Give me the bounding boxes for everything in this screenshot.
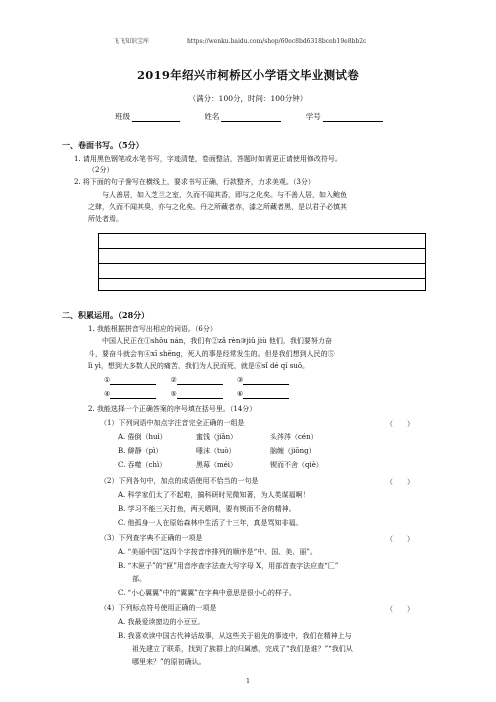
class-field[interactable] bbox=[132, 112, 180, 122]
blank-label: ④ bbox=[104, 390, 111, 398]
answer-blank[interactable] bbox=[243, 376, 289, 385]
handwriting-box[interactable] bbox=[98, 233, 426, 291]
s2-q2: 2. 我能选择一个正确答案的序号填在括号里。（14分） bbox=[88, 405, 257, 413]
exam-subtitle: （满分：100分，时间：100分钟） bbox=[188, 94, 308, 103]
id-field[interactable] bbox=[323, 112, 383, 122]
sub2-stem: （2）下列各句中，加点的成语使用不恰当的一句是 bbox=[100, 477, 259, 485]
option-a-word2: 蜜饯（jiǎn） bbox=[196, 433, 238, 441]
option-c: C. 吞噬（chì） bbox=[118, 461, 167, 469]
option-b: B. 学习不能三天打鱼，两天晒网，要有锲而不舍的精神。 bbox=[118, 505, 296, 513]
s1-passage-line: 与人善居，如入芝兰之室，久而不闻其香，即与之化矣。与不善人居，如入鲍鱼 bbox=[102, 191, 347, 199]
header-url[interactable]: https://wenku.baidu.com/shop/60ec8bd6318bceb19e8bb2c bbox=[186, 38, 367, 45]
option-b-cont: 部。 bbox=[132, 575, 146, 583]
option-c-word3: 锲而不舍（qiè） bbox=[270, 461, 323, 469]
name-label: 姓名 bbox=[204, 112, 220, 121]
s1-passage-line: 所处者焉。 bbox=[88, 215, 123, 223]
s2-q1: 1. 我能根据拼音写出相应的词语。（6分） bbox=[88, 325, 217, 333]
header-source: 飞飞知识宝库 bbox=[113, 38, 150, 45]
sub1-option-row bbox=[118, 433, 318, 442]
section1-heading: 一、卷面书写。（5分） bbox=[62, 140, 144, 150]
option-b: B. 我喜欢读中国古代神话故事，从这些关于祖先的事迹中，我们在精神上与 bbox=[118, 632, 352, 640]
handwriting-line[interactable] bbox=[99, 264, 425, 279]
sub1-option-row bbox=[118, 461, 323, 470]
exam-title: 2019年绍兴市柯桥区小学语文毕业测试卷 bbox=[136, 68, 359, 82]
handwriting-line[interactable] bbox=[99, 279, 425, 293]
option-b: B. 僻静（pì） bbox=[118, 447, 163, 455]
option-c: C. 他孤身一人在原始森林中生活了十三年，真是骂知非福。 bbox=[118, 519, 303, 527]
answer-blank[interactable] bbox=[177, 390, 223, 399]
handwriting-line[interactable] bbox=[99, 249, 425, 264]
s2-q1-line: lì yì，想到大多数人民的痛苦，我们为人民而死，就是⑥sǐ dé qí suǒ。 bbox=[88, 362, 310, 370]
sub1-option-row bbox=[118, 447, 316, 456]
answer-blank[interactable] bbox=[177, 376, 223, 385]
option-a: A. 科学家们太了不起啦，搞科研时见微知著，为人类谋福啊！ bbox=[118, 491, 310, 499]
s1-q1-score: （2分） bbox=[88, 166, 114, 174]
blank-label: ⑤ bbox=[170, 390, 177, 398]
option-b: B. “木匣子”的“匣”用音序查字法查大写字母 X，用部首查字法应查“匚” bbox=[118, 562, 339, 570]
answer-blank[interactable] bbox=[243, 390, 289, 399]
sub4-stem: （4）下列标点符号使用正确的一项是 bbox=[100, 604, 217, 612]
blank-label: ② bbox=[170, 376, 177, 384]
option-c-word2: 黑莓（méi） bbox=[196, 461, 238, 469]
option-a: A. 倦倒（huì） bbox=[118, 433, 167, 441]
option-c: C. “小心翼翼”中的“翼翼”在字典中意思是很小心的样子。 bbox=[118, 589, 296, 597]
page-number: 1 bbox=[246, 678, 250, 685]
name-field[interactable] bbox=[221, 112, 281, 122]
class-label: 班级 bbox=[115, 112, 130, 121]
s2-q1-line: 斗，要奋斗就会有④xī shēng，死人的事是经常发生的。但是我们想到人民的⑤ bbox=[88, 350, 335, 358]
option-b-cont: 哪里来？”的原初确认。 bbox=[132, 658, 206, 666]
blank-label: ⑥ bbox=[237, 390, 244, 398]
answer-blank[interactable] bbox=[110, 376, 156, 385]
sub3-stem: （3）下列查字典不正确的一项是 bbox=[100, 534, 203, 542]
page-header bbox=[113, 36, 402, 45]
answer-paren[interactable]: （ ） bbox=[386, 535, 414, 543]
s1-q1: 1. 请用黑色钢笔或水笔书写，字迹清楚，卷面整洁，答题时如需更正请使用修改符号。 bbox=[74, 155, 342, 163]
sub1-stem: （1）下列词语中加点字注音完全正确的一组是 bbox=[100, 419, 245, 427]
blank-label: ③ bbox=[237, 376, 244, 384]
blank-label: ① bbox=[104, 376, 111, 384]
option-a-word3: 头涔涔（cén） bbox=[270, 433, 318, 441]
section2-heading: 二、积累运用。（28分） bbox=[62, 310, 150, 320]
answer-blanks-row1 bbox=[104, 376, 293, 385]
answer-blanks-row2 bbox=[104, 390, 293, 399]
answer-paren[interactable]: （ ） bbox=[386, 478, 414, 486]
handwriting-line[interactable] bbox=[99, 234, 425, 249]
option-b-cont: 祖先建立了联系，找到了族群上的归属感，完成了“我们是谁？”“我们从 bbox=[132, 645, 353, 653]
s2-q1-line: 中国人民正在①shǒu nán，我们有②zǎ rèn③jiǔ jiù 他们，我们要努力奋 bbox=[102, 337, 332, 345]
option-a: A. 我最爱读窗边的小豆豆。 bbox=[118, 618, 205, 626]
student-info-row bbox=[115, 111, 383, 122]
s1-passage-line: 之肆，久而不闻其臭，亦与之化矣。丹之所藏者赤，漆之所藏者黑，是以君子必慎其 bbox=[88, 203, 347, 211]
option-b-word2: 唾沫（tuò） bbox=[196, 447, 236, 455]
option-a: A. “美丽中国”这四个字按音序排列的顺序是“中、国、美、丽”。 bbox=[118, 548, 317, 556]
answer-blank[interactable] bbox=[110, 390, 156, 399]
answer-paren[interactable]: （ ） bbox=[386, 605, 414, 613]
answer-paren[interactable]: （ ） bbox=[386, 420, 414, 428]
id-label: 学号 bbox=[305, 112, 321, 121]
option-b-word3: 脑缠（jiōng） bbox=[270, 447, 316, 455]
s1-q2: 2. 将下面的句子誊写在横线上，要求书写正确，行款整齐，力求美观。（3分） bbox=[74, 178, 315, 186]
